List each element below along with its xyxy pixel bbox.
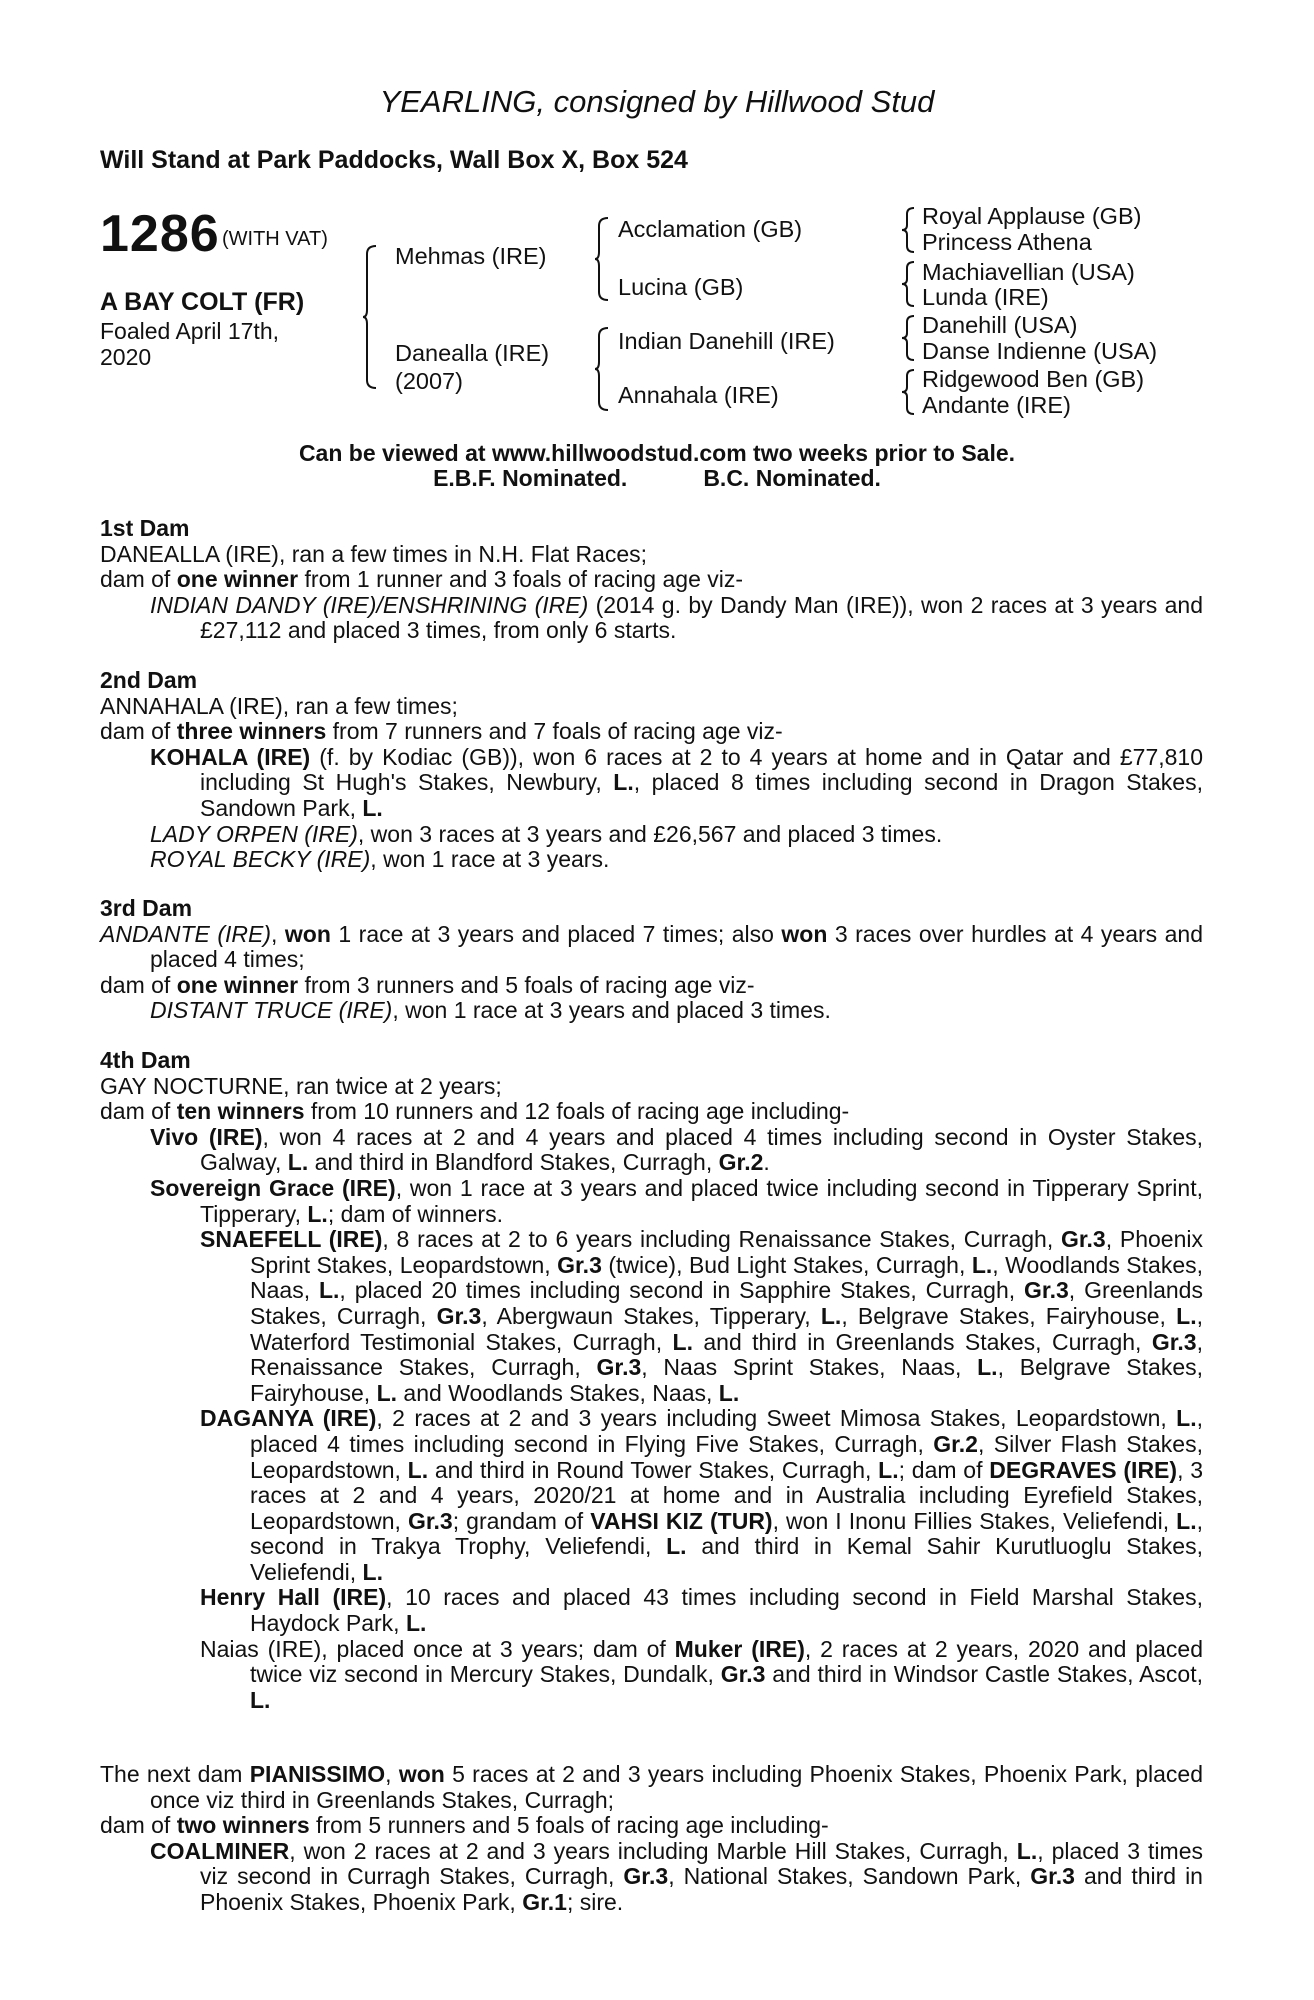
section-next-dam xyxy=(100,1762,1203,1916)
dam-line: GAY NOCTURNE, ran twice at 2 years; xyxy=(100,1072,502,1099)
pedigree-g3-1: Royal Applause (GB) xyxy=(922,203,1142,229)
produce-item: COALMINER, won 2 races at 2 and 3 years including Marble Hill Stakes, Curragh, L., placed 3 times viz second in Curragh Stakes, Curragh, Gr.3, National Stakes, Sandown Park, Gr.3 and third in Phoenix Stakes, Phoenix Park, Gr.1; sire. xyxy=(150,1837,1203,1915)
ebf-nominated: E.B.F. Nominated. xyxy=(433,465,628,491)
bc-nominated: B.C. Nominated. xyxy=(703,465,881,491)
produce-item: Naias (IRE), placed once at 3 years; dam of Muker (IRE), 2 races at 2 years, 2020 and placed twice viz second in Mercury Stakes, Dundalk, Gr.3 and third in Windsor Castle Stakes, Ascot, L. xyxy=(200,1635,1203,1713)
dam-line: ANDANTE (IRE), won 1 race at 3 years and placed 7 times; also won 3 races over hurdles at 4 years and placed 4 times; xyxy=(100,920,1204,973)
lot-description: A BAY COLT (FR) xyxy=(100,288,305,316)
section-1st-dam xyxy=(100,516,1203,644)
produce-line: dam of three winners from 7 runners and 7 foals of racing age viz- xyxy=(100,718,783,745)
pedigree-g3-4: Lunda (IRE) xyxy=(922,284,1049,310)
produce-item: Sovereign Grace (IRE), won 1 race at 3 years and placed twice including second in Tipperary Sprint, Tipperary, L.; dam of winners. xyxy=(150,1174,1203,1227)
dam-line: DANEALLA (IRE), ran a few times in N.H. Flat Races; xyxy=(100,540,648,567)
produce-item: SNAEFELL (IRE), 8 races at 2 to 6 years including Renaissance Stakes, Curragh, Gr.3, Phoenix Sprint Stakes, Leopardstown, Gr.3 (twice), Bud Light Stakes, Curragh, L., Woodlands Stakes, Naas, L., placed 20 times including second in Sapphire Stakes, Curragh, Gr.3, Greenlands Stakes, Curragh, Gr.3, Abergwaun Stakes, Tipperary, L., Belgrave Stakes, Fairyhouse, L., Waterford Testimonial Stakes, Curragh, L. and third in Greenlands Stakes, Curragh, Gr.3, Renaissance Stakes, Curragh, Gr.3, Naas Sprint Stakes, Naas, L., Belgrave Stakes, Fairyhouse, L. and Woodlands Stakes, Naas, L. xyxy=(200,1226,1204,1406)
produce-line: dam of one winner from 1 runner and 3 foals of racing age viz- xyxy=(100,566,744,593)
pedigree-dam-dam: Annahala (IRE) xyxy=(618,382,779,408)
produce-line: dam of one winner from 3 runners and 5 foals of racing age viz- xyxy=(100,971,755,998)
pedigree-dam: Danealla (IRE) xyxy=(395,340,550,366)
produce-item: DAGANYA (IRE), 2 races at 2 and 3 years including Sweet Mimosa Stakes, Leopardstown, L., placed 4 times including second in Flying Five Stakes, Curragh, Gr.2, Silver Flash Stakes, Leopardstown, L. and third in Round Tower Stakes, Curragh, L.; dam of DEGRAVES (IRE), 3 races at 2 and 4 years, 2020/21 at home and in Australia including Eyrefield Stakes, Leopardstown, Gr.3; grandam of VAHSI KIZ (TUR), won I Inonu Fillies Stakes, Veliefendi, L., second in Trakya Trophy, Veliefendi, L. and third in Kemal Sahir Kurutluoglu Stakes, Veliefendi, L. xyxy=(200,1405,1204,1585)
pedigree-sire-dam: Lucina (GB) xyxy=(618,274,744,300)
pedigree-bracket-3a xyxy=(900,206,918,254)
pedigree-bracket-1 xyxy=(362,244,382,390)
pedigree-g3-8: Andante (IRE) xyxy=(922,392,1071,418)
pedigree-bracket-2a xyxy=(594,216,614,302)
produce-line: dam of two winners from 5 runners and 5 foals of racing age including- xyxy=(100,1812,829,1839)
section-heading: 3rd Dam xyxy=(100,895,193,921)
vat-label: (WITH VAT) xyxy=(222,228,328,250)
section-3rd-dam xyxy=(100,896,1203,1024)
lot-number: 1286 xyxy=(100,205,220,263)
pedigree-bracket-3b xyxy=(900,260,918,308)
pedigree-g3-7: Ridgewood Ben (GB) xyxy=(922,366,1145,392)
pedigree-g3-6: Danse Indienne (USA) xyxy=(922,338,1158,364)
nominations xyxy=(0,465,1314,492)
section-heading: 4th Dam xyxy=(100,1047,191,1073)
produce-item: KOHALA (IRE) (f. by Kodiac (GB)), won 6 races at 2 to 4 years at home and in Qatar and £77,810 including St Hugh's Stakes, Newbury, L., placed 8 times including second in Dragon Stakes, Sandown Park, L. xyxy=(150,743,1204,821)
section-2nd-dam xyxy=(100,668,1203,873)
pedigree-dam-sire: Indian Danehill (IRE) xyxy=(618,328,835,354)
pedigree-bracket-3d xyxy=(900,368,918,416)
produce-item: ROYAL BECKY (IRE), won 1 race at 3 years. xyxy=(150,846,610,873)
dam-line: The next dam PIANISSIMO, won 5 races at 2 and 3 years including Phoenix Stakes, Phoenix Park, placed once viz third in Greenlands Stakes, Curragh; xyxy=(100,1761,1204,1813)
pedigree-bracket-3c xyxy=(900,314,918,362)
pedigree-sire: Mehmas (IRE) xyxy=(395,243,547,269)
produce-line: dam of ten winners from 10 runners and 12 foals of racing age including- xyxy=(100,1098,850,1125)
pedigree-g3-2: Princess Athena xyxy=(922,229,1092,255)
pedigree-g3-5: Danehill (USA) xyxy=(922,312,1078,338)
section-heading: 1st Dam xyxy=(100,515,190,541)
produce-item: Vivo (IRE), won 4 races at 2 and 4 years and placed 4 times including second in Oyster Stakes, Galway, L. and third in Blandford Stakes, Curragh, Gr.2. xyxy=(150,1123,1203,1176)
page-title: YEARLING, consigned by Hillwood Stud xyxy=(379,84,935,119)
section-heading: 2nd Dam xyxy=(100,667,198,693)
pedigree-dam-year: (2007) xyxy=(395,368,463,394)
produce-item: DISTANT TRUCE (IRE), won 1 race at 3 years and placed 3 times. xyxy=(150,997,831,1024)
foaled-date: Foaled April 17th, 2020 xyxy=(100,318,280,370)
box-location: Will Stand at Park Paddocks, Wall Box X, Box 524 xyxy=(100,146,688,174)
pedigree-sire-sire: Acclamation (GB) xyxy=(618,216,803,242)
pedigree-g3-3: Machiavellian (USA) xyxy=(922,259,1135,285)
produce-item: Henry Hall (IRE), 10 races and placed 43 times including second in Field Marshal Stakes, Haydock Park, L. xyxy=(200,1584,1203,1637)
produce-item: LADY ORPEN (IRE), won 3 races at 3 years and £26,567 and placed 3 times. xyxy=(150,820,943,847)
viewing-note: Can be viewed at www.hillwoodstud.com two weeks prior to Sale. xyxy=(298,440,1016,466)
pedigree-bracket-2b xyxy=(594,326,614,412)
section-4th-dam xyxy=(100,1048,1203,1713)
dam-line: ANNAHALA (IRE), ran a few times; xyxy=(100,692,458,719)
produce-item: INDIAN DANDY (IRE)/ENSHRINING (IRE) (2014 g. by Dandy Man (IRE)), won 2 races at 3 years and £27,112 and placed 3 times, from only 6 starts. xyxy=(150,591,1204,644)
